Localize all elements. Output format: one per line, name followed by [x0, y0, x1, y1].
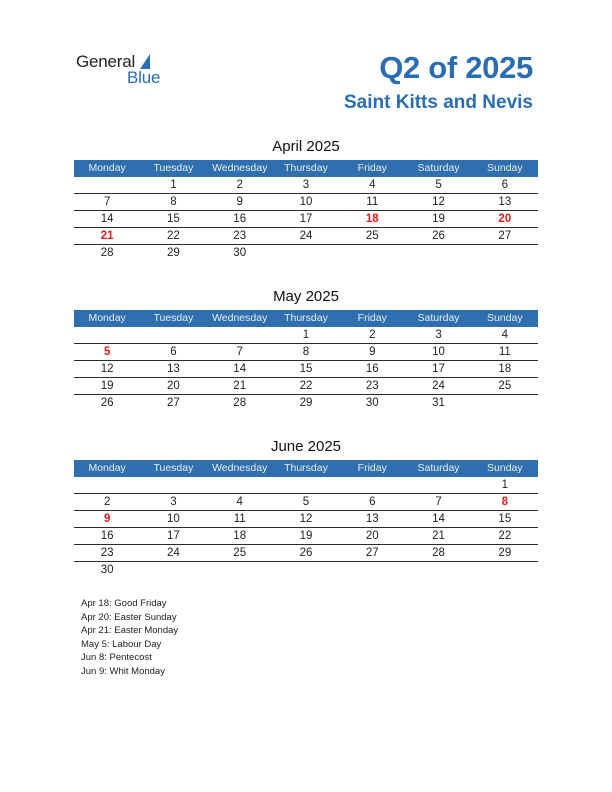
day-cell: 18	[498, 363, 512, 375]
day-cell	[273, 562, 339, 578]
day-cell	[273, 245, 339, 261]
day-cell: 1	[501, 479, 509, 491]
day-cell: 17	[167, 530, 180, 542]
weekday-header	[74, 310, 538, 327]
day-cell	[339, 562, 405, 578]
holiday-item: Jun 9: Whit Monday	[81, 665, 165, 677]
weekday-label: Friday	[357, 162, 387, 174]
day-cell: 14	[100, 213, 114, 225]
day-cell: 22	[498, 530, 512, 542]
week-row	[74, 477, 538, 494]
day-cell: 11	[366, 196, 379, 208]
day-cell	[339, 245, 405, 261]
day-cell	[339, 477, 405, 493]
day-cell: 21	[100, 230, 114, 242]
day-cell: 22	[167, 230, 180, 242]
day-cell: 26	[299, 547, 313, 559]
day-cell: 3	[170, 496, 177, 508]
day-cell	[74, 327, 140, 343]
holiday-item: Jun 8: Pentecost	[81, 652, 152, 664]
week-row	[74, 528, 538, 545]
holiday-list	[81, 597, 178, 679]
day-cell: 6	[369, 496, 376, 508]
country-name: Saint Kitts and Nevis	[344, 92, 533, 113]
logo-blue-text: Blue	[127, 68, 161, 87]
day-cell: 24	[432, 380, 445, 392]
day-cell: 11	[233, 513, 246, 525]
day-cell: 12	[432, 196, 445, 208]
day-cell: 20	[498, 213, 512, 225]
day-cell: 30	[365, 397, 379, 409]
week-row	[74, 562, 538, 578]
week-row	[74, 378, 538, 395]
day-cell: 24	[167, 547, 180, 559]
weekday-header	[74, 160, 538, 177]
month-june	[74, 438, 538, 578]
day-cell: 8	[302, 346, 310, 358]
weekday-label: Thursday	[284, 162, 328, 174]
day-cell: 2	[369, 329, 376, 341]
day-cell: 12	[299, 513, 313, 525]
day-cell	[273, 477, 339, 493]
day-cell: 9	[236, 196, 243, 208]
day-cell: 2	[103, 496, 111, 508]
weekday-label: Wednesday	[212, 162, 268, 174]
day-cell	[140, 327, 206, 343]
day-cell: 19	[432, 213, 445, 225]
weekday-label: Tuesday	[153, 312, 194, 324]
day-cell: 16	[100, 530, 114, 542]
day-cell: 19	[100, 380, 114, 392]
day-cell: 7	[236, 346, 243, 358]
day-cell: 17	[432, 363, 445, 375]
day-cell: 4	[501, 329, 509, 341]
weekday-label: Thursday	[284, 462, 328, 474]
day-cell: 23	[365, 380, 379, 392]
day-cell: 5	[302, 496, 310, 508]
holiday-item: May 5: Labour Day	[81, 638, 162, 650]
day-cell: 20	[365, 530, 379, 542]
day-cell: 19	[299, 530, 313, 542]
week-row	[74, 344, 538, 361]
day-cell: 26	[100, 397, 114, 409]
day-cell: 17	[299, 213, 313, 225]
day-cell	[207, 477, 273, 493]
day-cell: 30	[100, 564, 114, 576]
weekday-label: Monday	[88, 312, 126, 324]
day-cell	[74, 177, 140, 193]
day-cell	[405, 477, 471, 493]
day-cell: 4	[236, 496, 243, 508]
weekday-label: Saturday	[417, 312, 460, 324]
day-cell: 9	[103, 513, 111, 525]
day-cell: 25	[365, 230, 379, 242]
day-cell: 13	[498, 196, 512, 208]
weekday-label: Saturday	[417, 162, 460, 174]
logo-triangle-icon	[140, 54, 150, 69]
weekday-label: Wednesday	[212, 462, 268, 474]
day-cell	[472, 562, 538, 578]
day-cell: 25	[498, 380, 512, 392]
weekday-label: Thursday	[284, 312, 328, 324]
day-cell: 11	[498, 346, 511, 358]
day-cell: 7	[103, 196, 111, 208]
month-title: June 2025	[270, 438, 342, 455]
day-cell: 3	[435, 329, 442, 341]
day-cell: 28	[233, 397, 247, 409]
day-cell: 21	[233, 380, 247, 392]
week-row	[74, 511, 538, 528]
weekday-label: Sunday	[487, 462, 523, 474]
weekday-label: Tuesday	[153, 462, 194, 474]
holiday-item: Apr 21: Easter Monday	[81, 625, 179, 637]
day-cell: 10	[299, 196, 313, 208]
day-cell: 31	[432, 397, 445, 409]
day-cell: 30	[233, 247, 247, 259]
day-cell	[207, 562, 273, 578]
day-cell: 14	[233, 363, 247, 375]
week-row	[74, 228, 538, 245]
day-cell: 5	[435, 179, 442, 191]
day-cell: 6	[170, 346, 177, 358]
day-cell	[140, 562, 206, 578]
day-cell: 4	[369, 179, 376, 191]
week-row	[74, 177, 538, 194]
weekday-label: Saturday	[417, 462, 460, 474]
day-cell: 15	[167, 213, 180, 225]
day-cell: 27	[365, 547, 379, 559]
day-cell: 18	[365, 213, 379, 225]
day-cell: 1	[170, 179, 177, 191]
day-cell	[140, 477, 206, 493]
day-cell: 29	[299, 397, 313, 409]
day-cell	[405, 245, 471, 261]
day-cell: 29	[167, 247, 180, 259]
day-cell: 23	[233, 230, 247, 242]
week-row	[74, 194, 538, 211]
day-cell: 15	[299, 363, 313, 375]
logo	[76, 52, 176, 88]
day-cell: 13	[365, 513, 379, 525]
day-cell: 27	[167, 397, 180, 409]
day-cell: 27	[498, 230, 512, 242]
day-cell: 10	[432, 346, 445, 358]
week-row	[74, 245, 538, 261]
day-cell: 28	[432, 547, 445, 559]
page-title: Q2 of 2025	[379, 50, 533, 85]
weekday-label: Sunday	[487, 312, 523, 324]
day-cell: 9	[369, 346, 376, 358]
day-cell: 14	[432, 513, 445, 525]
weekday-label: Friday	[357, 462, 387, 474]
day-cell: 3	[302, 179, 310, 191]
day-cell: 16	[233, 213, 247, 225]
week-row	[74, 211, 538, 228]
day-cell: 8	[501, 496, 509, 508]
day-cell: 5	[103, 346, 111, 358]
month-title: May 2025	[273, 288, 339, 305]
logo-general-text: General	[76, 52, 136, 71]
day-cell: 12	[100, 363, 114, 375]
day-cell: 23	[100, 547, 114, 559]
day-cell	[74, 477, 140, 493]
day-cell: 13	[167, 363, 180, 375]
day-cell: 20	[167, 380, 180, 392]
day-cell: 2	[236, 179, 243, 191]
week-row	[74, 494, 538, 511]
holiday-item: Apr 18: Good Friday	[81, 598, 167, 609]
day-cell	[207, 327, 273, 343]
day-cell: 22	[299, 380, 313, 392]
month-april	[74, 138, 538, 261]
day-cell: 1	[302, 329, 310, 341]
weekday-label: Monday	[88, 462, 126, 474]
weekday-header	[74, 460, 538, 477]
week-row	[74, 361, 538, 378]
month-may	[74, 288, 538, 411]
day-cell	[472, 395, 538, 411]
day-cell: 26	[432, 230, 445, 242]
day-cell: 25	[233, 547, 247, 559]
day-cell: 15	[498, 513, 512, 525]
week-row	[74, 327, 538, 344]
day-cell: 24	[299, 230, 313, 242]
weekday-label: Friday	[357, 312, 387, 324]
weekday-label: Wednesday	[212, 312, 268, 324]
day-cell: 7	[435, 496, 442, 508]
week-row	[74, 545, 538, 562]
day-cell	[405, 562, 471, 578]
day-cell: 10	[167, 513, 180, 525]
day-cell: 29	[498, 547, 512, 559]
weekday-label: Tuesday	[153, 162, 194, 174]
day-cell: 18	[233, 530, 247, 542]
day-cell: 28	[100, 247, 114, 259]
weekday-label: Sunday	[487, 162, 523, 174]
week-row	[74, 395, 538, 411]
day-cell: 21	[432, 530, 445, 542]
day-cell: 8	[170, 196, 177, 208]
day-cell: 16	[365, 363, 379, 375]
holiday-item: Apr 20: Easter Sunday	[81, 611, 177, 623]
weekday-label: Monday	[88, 162, 126, 174]
month-title: April 2025	[272, 138, 340, 155]
day-cell: 6	[501, 179, 509, 191]
day-cell	[472, 245, 538, 261]
